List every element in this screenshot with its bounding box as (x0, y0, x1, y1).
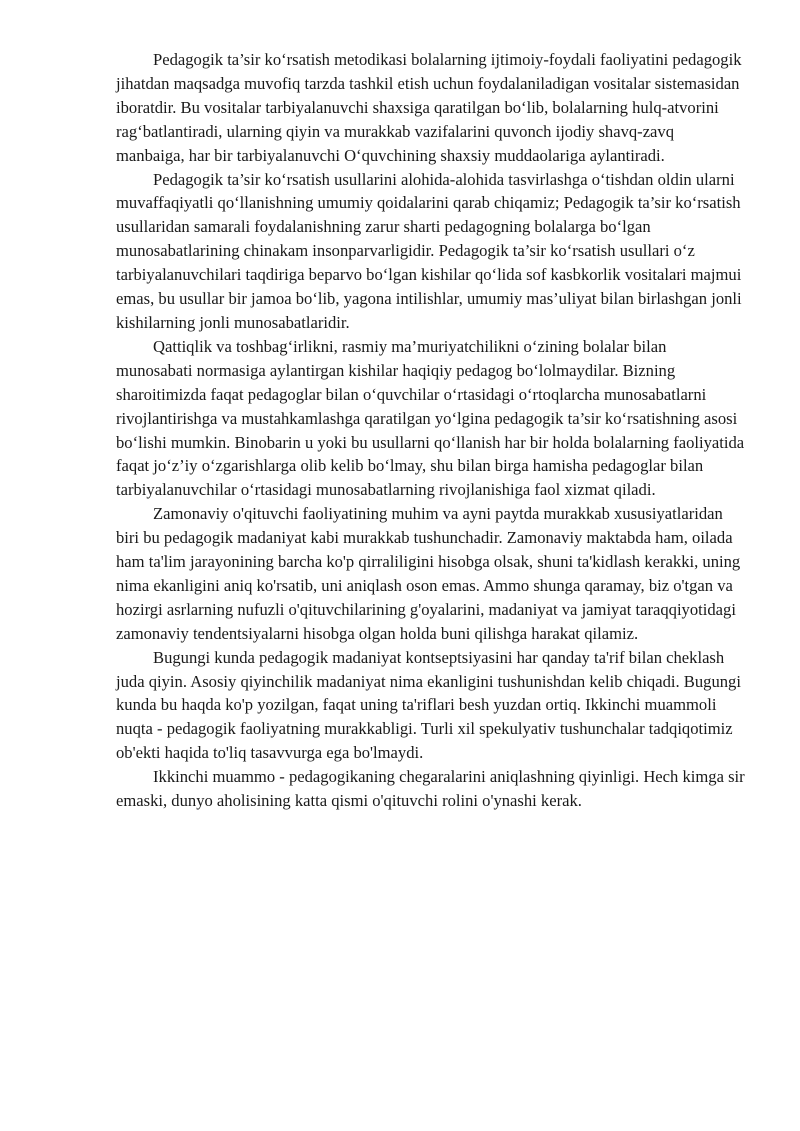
paragraph-3: Qattiqlik va toshbag‘irlikni, rasmiy ma’muriyatchilikni o‘zining bolalar bilan munosabati normasiga aylantirgan kishilar haqiqiy pedagog bo‘lolmaydilar. Bizning sharoitimizda faqat pedagoglar bilan o‘quvchilar o‘rtasidagi o‘rtoqlarcha munosabatlarni rivojlantirishga va mustahkamlashga qaratilgan yo‘lgina pedagogik ta’sir ko‘rsatishning asosi bo‘lishi mumkin. Binobarin u yoki bu usullarni qo‘llanish har bir holda bolalarning faoliyatida faqat jo‘z’iy o‘zgarishlarga olib kelib bo‘lmay, shu bilan birga hamisha pedagoglar bilan tarbiyalanuvchilar o‘rtasidagi munosabatlarning rivojlanishiga faol xizmat qiladi. (116, 336, 745, 500)
paragraph-6: Ikkinchi muammo - pedagogikaning chegaralarini aniqlashning qiyinligi. Hech kimga sir emaski, dunyo aholisining katta qismi o'qituvchi rolini o'ynashi kerak. (116, 767, 745, 811)
paragraph-1: Pedagogik ta’sir ko‘rsatish metodikasi bolalarning ijtimoiy-foydali faoliyatini pedagogik jihatdan maqsadga muvofiq tarzda tashkil etish uchun foydalaniladigan vositalar sistemasidan iboratdir. Bu vositalar tarbiyalanuvchi shaxsiga qaratilgan bo‘lib, bolalarning hulq-atvorini rag‘batlantiradi, ularning qiyin va murakkab vazifalarini quvonch ijodiy shavq-zavq manbaiga, har bir tarbiyalanuvchi O‘quvchining shaxsiy muddaolariga aylantiradi. (116, 50, 742, 165)
document-page (116, 48, 746, 813)
paragraph-5: Bugungi kunda pedagogik madaniyat kontseptsiyasini har qanday ta'rif bilan cheklash juda qiyin. Asosiy qiyinchilik madaniyat nima ekanligini tushunishdan kelib chiqadi. Bugungi kunda bu haqda ko'p yozilgan, faqat uning ta'riflari besh yuzdan ortiq. Ikkinchi muammoli nuqta - pedagogik faoliyatning murakkabligi. Turli xil spekulyativ tushunchalar tadqiqotimiz ob'ekti haqida to'liq tasavvurga ega bo'lmaydi. (116, 647, 741, 763)
paragraph-2: Pedagogik ta’sir ko‘rsatish usullarini alohida-alohida tasvirlashga o‘tishdan oldin ularni muvaffaqiyatli qo‘llanishning umumiy qoidalarini qarab chiqamiz; Pedagogik ta’sir ko‘rsatish usullaridan samarali foydalanishning zarur sharti pedagogning bolalarga bo‘lgan munosabatlarining chinakam insonparvarligidir. Pedagogik ta’sir ko‘rsatish usullari o‘z tarbiyalanuvchilari taqdiriga beparvo bo‘lgan kishilar qo‘lida sof kasbkorlik vositalari majmui emas, bu usullar bir jamoa bo‘lib, yagona intilishlar, umumiy mas’uliyat bilan birlashgan jonli kishilarning jonli munosabatlaridir. (116, 169, 742, 332)
paragraph-4: Zamonaviy o'qituvchi faoliyatining muhim va ayni paytda murakkab xususiyatlaridan biri bu pedagogik madaniyat kabi murakkab tushunchadir. Zamonaviy maktabda ham, oilada ham ta'lim jarayonining barcha ko'p qirraliligini hisobga olsak, shuni ta'kidlash kerakki, uning nima ekanligini aniq ko'rsatib, uni aniqlash oson emas. Ammo shunga qaramay, biz o'tgan va hozirgi asrlarning nufuzli o'qituvchilarining g'oyalarini, madaniyat va jamiyat taraqqiyotidagi zamonaviy tendentsiyalarni hisobga olgan holda buni qilishga harakat qilamiz. (116, 504, 741, 643)
